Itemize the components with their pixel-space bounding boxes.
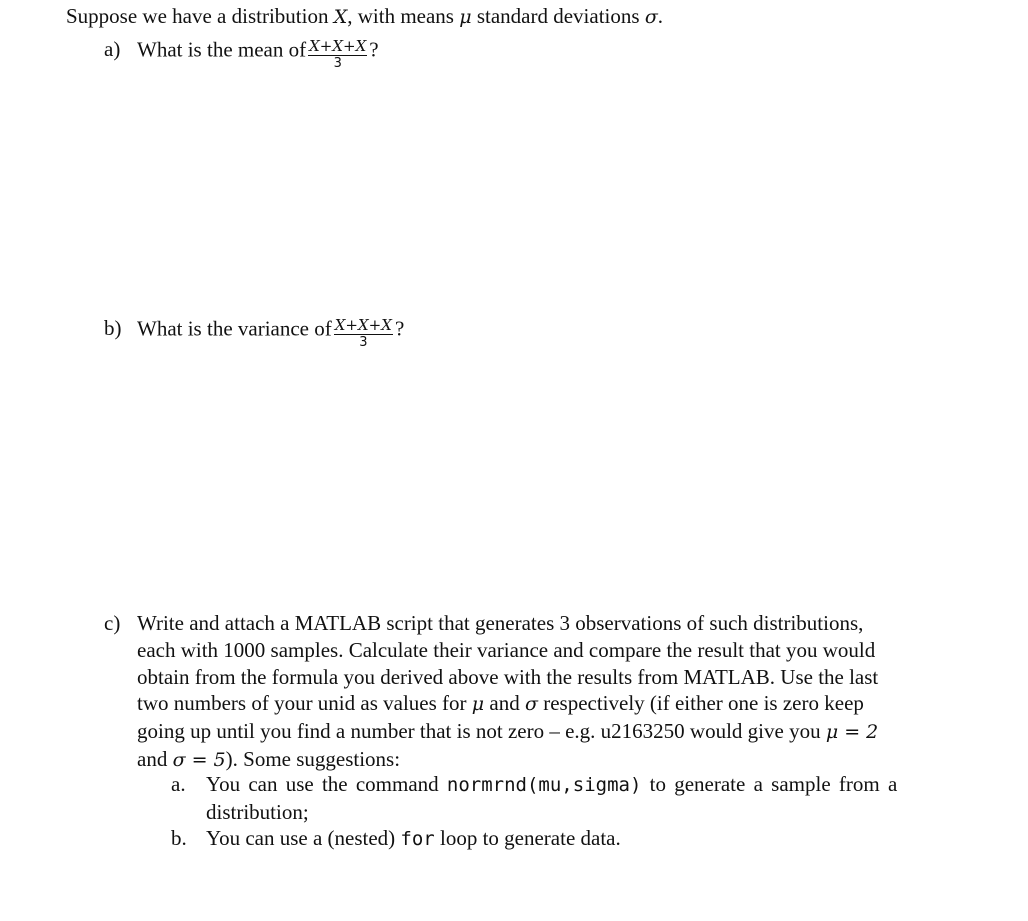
suggestion-a-text-2: to generate a sample from a	[641, 772, 898, 796]
line-6-text-b: ). Some suggestions:	[225, 746, 401, 771]
suggestion-a	[206, 771, 897, 826]
fraction-denominator: 3	[359, 335, 368, 350]
line-4-text-b: and	[484, 691, 525, 716]
suggestion-b-text-2: loop to generate data.	[434, 826, 621, 850]
question-a-text: What is the mean of	[137, 37, 307, 62]
question-c-label: c)	[104, 611, 121, 635]
line-4-text-c: respectively (if either one is zero keep	[537, 691, 864, 716]
question-c-line-2: each with 1000 samples. Calculate their variance and compare the result that you would	[137, 637, 876, 662]
question-a	[104, 35, 379, 71]
fraction-numerator: X+X+X	[309, 37, 367, 55]
question-a-end: ?	[369, 37, 379, 62]
sigma-equals-5: σ = 5	[172, 748, 226, 771]
code-normrnd: normrnd(mu,sigma)	[446, 774, 642, 796]
fraction-denominator: 3	[333, 56, 342, 71]
code-for: for	[400, 828, 435, 850]
fraction-numerator: X+X+X	[334, 316, 392, 334]
intro-line	[66, 3, 663, 30]
suggestion-b	[206, 825, 621, 853]
question-b-end: ?	[394, 316, 405, 341]
line-6-text-a: and	[137, 746, 173, 771]
question-c-line-6	[137, 746, 878, 774]
question-b-label: b)	[104, 316, 122, 341]
intro-text-4: .	[657, 4, 664, 28]
suggestion-b-line-1	[206, 825, 621, 853]
question-c-line-1: Write and attach a MATLAB script that generates 3 observations of such distributions,	[137, 611, 864, 635]
question-a-label: a)	[104, 37, 121, 62]
intro-text-2: , with means	[347, 4, 460, 28]
question-c-line-3: obtain from the formula you derived above with the results from MATLAB. Use the last	[137, 664, 879, 689]
intro-text-1: Suppose we have a distribution	[66, 4, 334, 28]
question-c-line-5	[137, 718, 878, 746]
suggestion-a-text-1: You can use the command	[206, 772, 447, 796]
line-4-text-a: two numbers of your unid as values for	[137, 691, 472, 716]
mu-equals-2: μ = 2	[825, 721, 879, 744]
question-b-fraction	[334, 317, 393, 350]
suggestion-b-label: b.	[171, 826, 187, 850]
variable-mu: μ	[459, 6, 472, 28]
variable-mu: μ	[471, 693, 485, 716]
question-a-fraction	[308, 38, 367, 71]
line-5-text-a: going up until you find a number that is not zero – e.g. u2163250 would give you	[137, 719, 826, 744]
intro-text-3: standard deviations	[471, 4, 645, 28]
suggestion-a-label: a.	[171, 772, 186, 796]
question-c-line-4	[137, 690, 878, 718]
variable-sigma: σ	[644, 6, 658, 28]
variable-sigma: σ	[524, 693, 538, 716]
suggestion-b-text-1: You can use a (nested)	[206, 826, 401, 850]
suggestion-a-line-2: distribution;	[206, 800, 309, 824]
question-c-body	[137, 610, 878, 774]
question-b-text: What is the variance of	[137, 316, 332, 341]
question-b	[104, 314, 405, 350]
variable-x: X	[333, 6, 348, 28]
suggestion-a-line-1	[206, 771, 897, 799]
